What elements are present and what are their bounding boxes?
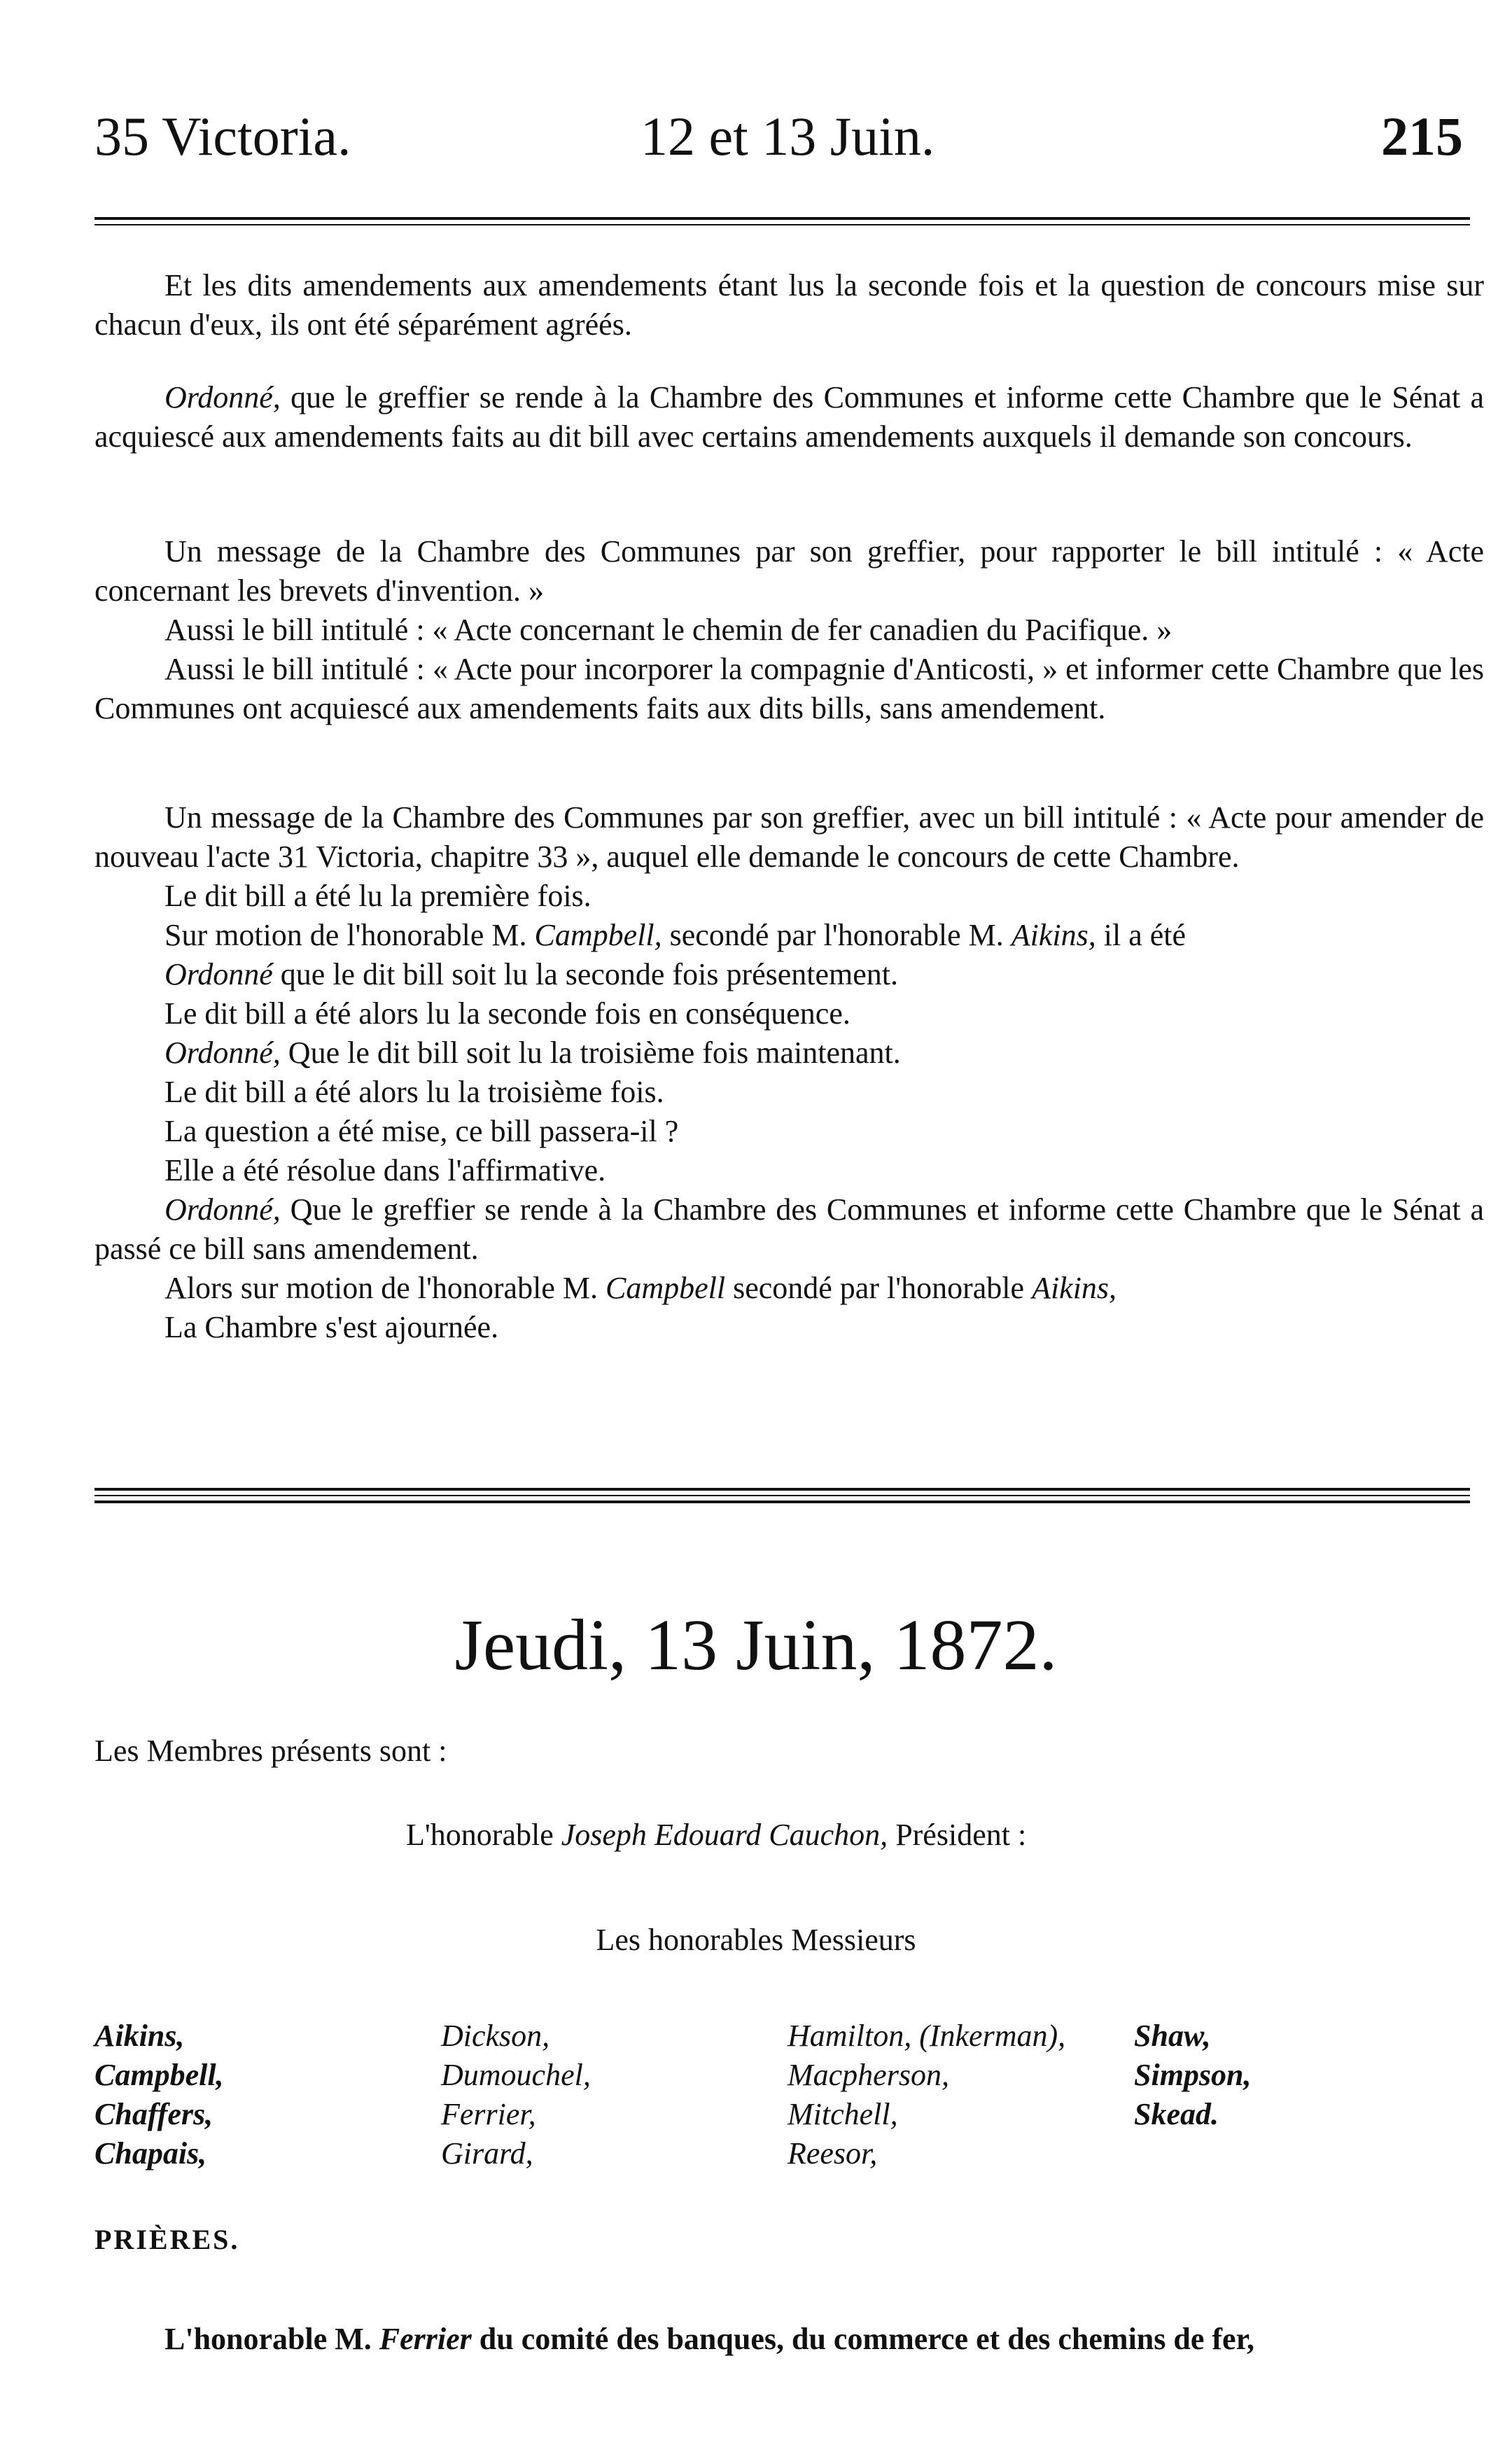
paragraph-line: Alors sur motion de l'honorable M. Campbell secondé par l'honorable Aikins, [164, 1271, 1117, 1305]
member-name: Simpson, [1134, 2058, 1252, 2092]
paragraph-line: Sur motion de l'honorable M. Campbell, secondé par l'honorable M. Aikins, il a été [164, 918, 1186, 952]
member-name: Shaw, [1134, 2019, 1211, 2053]
member-name: Aikins, [94, 2019, 185, 2053]
ordonne-label: Ordonné, [164, 380, 281, 415]
paragraph-line: Ordonné, Que le dit bill soit lu la troisième fois maintenant. [164, 1036, 901, 1070]
honorables-heading: Les honorables Messieurs [596, 1923, 916, 1957]
paragraph-line: La question a été mise, ce bill passera-il ? [164, 1114, 679, 1148]
member-name: Skead. [1134, 2097, 1219, 2131]
president-line: L'honorable Joseph Edouard Cauchon, Président : [406, 1818, 1027, 1852]
paragraph-ferrier: L'honorable M. Ferrier du comité des banques, du commerce et des chemins de fer, [164, 2322, 1255, 2356]
member-name: Hamilton, (Inkerman), [788, 2019, 1066, 2053]
paragraph-text: Et les dits amendements aux amendements étant lus la seconde fois et la question de concours mise sur chacun d'eux, ils ont été séparément agréés. [94, 268, 1484, 342]
member-name: Campbell, [94, 2058, 224, 2092]
header-rule [94, 217, 1470, 225]
member-name: Macpherson, [788, 2058, 949, 2092]
paragraph-line: Le dit bill a été lu la première fois. [164, 879, 592, 913]
paragraph-line: La Chambre s'est ajournée. [164, 1310, 499, 1344]
page-number: 215 [1381, 106, 1463, 167]
member-name: Girard, [441, 2136, 533, 2171]
member-name: Chapais, [94, 2136, 207, 2171]
members-column-4 [1134, 2016, 1252, 2134]
section-divider [94, 1488, 1470, 1503]
paragraph-text: Aussi le bill intitulé : « Acte pour incorporer la compagnie d'Anticosti, » et informer cette Chambre que les Communes ont acquiescé aux amendements faits aux dits bills, sans amendement. [94, 652, 1484, 725]
paragraph-line: Le dit bill a été alors lu la troisième fois. [164, 1075, 664, 1109]
paragraph-amendments [94, 266, 1484, 344]
member-name: Dumouchel, [441, 2058, 591, 2092]
header-center: 12 et 13 Juin. [640, 106, 935, 167]
member-name: Mitchell, [788, 2097, 898, 2131]
day-title: Jeudi, 13 Juin, 1872. [454, 1605, 1058, 1685]
member-name: Ferrier, [441, 2097, 536, 2131]
paragraph-line: Elle a été résolue dans l'affirmative. [164, 1153, 606, 1187]
page-header [94, 105, 1463, 182]
paragraph-text: Un message de la Chambre des Communes par son greffier, avec un bill intitulé : « Acte pour amender de nouveau l'acte 31 Victoria, chapitre 33 », auquel elle demande le concours de cette Chambre. [94, 800, 1484, 874]
prieres-heading: PRIÈRES. [94, 2224, 240, 2255]
member-name: Chaffers, [94, 2097, 214, 2131]
members-intro: Les Membres présents sont : [94, 1734, 447, 1768]
paragraph-text: Ordonné, que le greffier se rende à la Chambre des Communes et informe cette Chambre que le Sénat a acquiescé aux amendements faits au dit bill avec certains amendements auxquels il demande son concours. [94, 380, 1484, 454]
paragraph-message-2 [94, 798, 1484, 1347]
paragraph-line: Le dit bill a été alors lu la seconde fois en conséquence. [164, 996, 850, 1031]
header-left: 35 Victoria. [94, 106, 351, 167]
paragraph-text: Un message de la Chambre des Communes par son greffier, pour rapporter le bill intitulé : « Acte concernant les brevets d'invention. » [94, 534, 1484, 608]
paragraph-ordonne [94, 378, 1484, 457]
member-name: Reesor, [788, 2136, 878, 2171]
members-column-2 [441, 2016, 591, 2173]
paragraph-message-1 [94, 532, 1484, 728]
paragraph-text: Aussi le bill intitulé : « Acte concernant le chemin de fer canadien du Pacifique. » [164, 613, 1172, 647]
members-column-1 [94, 2016, 224, 2173]
members-column-3 [788, 2016, 1065, 2173]
paragraph-line: Ordonné, Que le greffier se rende à la Chambre des Communes et informe cette Chambre que le Sénat a passé ce bill sans amendement. [94, 1192, 1484, 1266]
member-name: Dickson, [441, 2019, 550, 2053]
paragraph-line: Ordonné que le dit bill soit lu la seconde fois présentement. [164, 957, 899, 991]
